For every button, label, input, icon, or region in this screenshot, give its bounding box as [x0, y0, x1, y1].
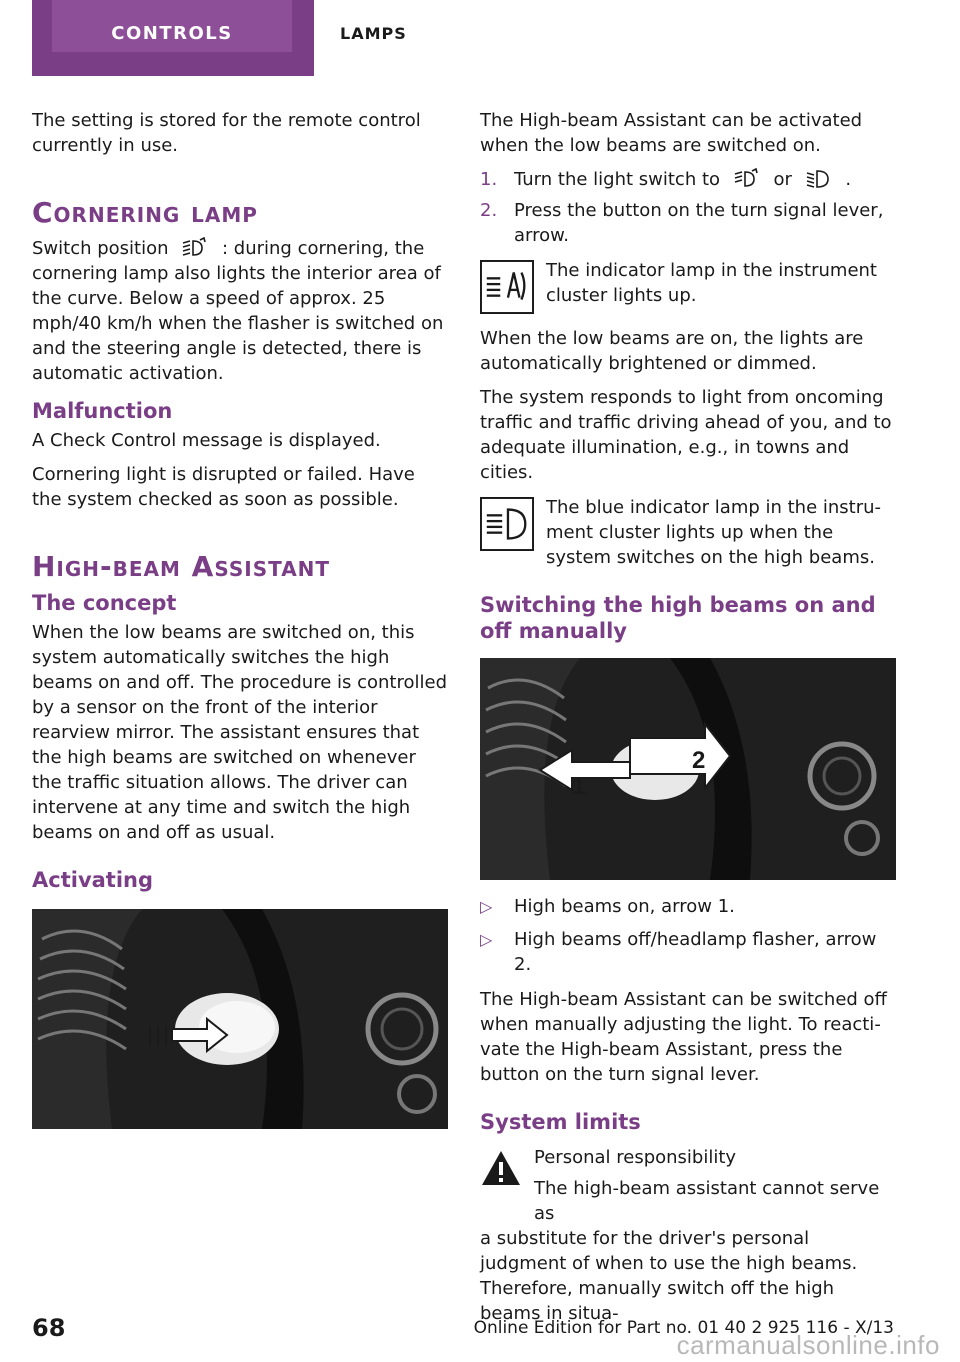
left-column [32, 108, 448, 1129]
list-item [480, 894, 896, 919]
step-text-after: . [845, 169, 852, 190]
cornering-paragraph [32, 236, 448, 386]
high-beam-icon [480, 497, 534, 551]
step-number: 2. [480, 200, 498, 221]
system-limits-heading: System limits [480, 1110, 641, 1134]
high-beam-assistant-heading: High-beam Assistant [32, 550, 331, 583]
photo-arrow-label-1: 1 [572, 773, 586, 800]
step-number: 1. [480, 169, 498, 190]
photo-arrow-label-2: 2 [692, 747, 706, 774]
watermark: carmanualsonline.info [676, 1330, 940, 1360]
warning-text-first-line: The high-beam assistant cannot serve as [534, 1178, 880, 1224]
section-tab [32, 0, 314, 76]
blue-indicator-note-text: The blue indicator lamp in the instrument cluster lights up when the system switches on the high beams. [546, 497, 882, 568]
activation-steps [480, 167, 896, 248]
step-item [480, 198, 896, 248]
concept-paragraph: When the low beams are switched on, this system automatically switches the high beams on and off. The procedure is controlled by a sensor on the front of the interior rearview mirror. The assistant ensures that the high beams are switched on whenever the traffic situation allows. The driver can intervene at any time and switch the high beams on and off as usual. [32, 622, 447, 843]
indicator-note-text: The indicator lamp in the instrument cluster lights up. [546, 260, 877, 306]
manual-switching-heading: Switching the high beams on and off manually [480, 593, 876, 643]
activating-heading: Activating [32, 868, 154, 892]
responds-paragraph: The system responds to light from oncoming traffic and traffic driving ahead of you, and to adequate illumination, e.g., in towns and cities. [480, 387, 892, 483]
indicator-note [480, 258, 896, 314]
cornering-lamp-heading: Cornering lamp [32, 196, 258, 229]
warning-triangle-icon [480, 1149, 522, 1187]
section-tab-label: CONTROLS [52, 0, 292, 52]
cornering-text-before: Switch position [32, 238, 169, 259]
high-beam-assist-icon [480, 260, 534, 314]
page-number: 68 [32, 1314, 66, 1342]
step-text-before: Turn the light switch to [514, 169, 721, 190]
step-item [480, 167, 896, 192]
manual-bullets [480, 894, 896, 977]
activate-intro-paragraph: The High-beam Assistant can be activated when the low beams are switched on. [480, 110, 863, 156]
triangle-bullet-icon: ▷ [480, 930, 493, 949]
cornering-text-after: : during cornering, the cornering lamp also lights the interior area of the curve. Below a speed of approx. 25 mph/40 km/h when the flasher is switched on and the steering angle is detected, there is automatic activation. [32, 238, 444, 384]
auto-paragraph: When the low beams are on, the lights are automatically brightened or dimmed. [480, 328, 864, 374]
malfunction-heading: Malfunction [32, 399, 173, 423]
blue-indicator-note [480, 495, 896, 570]
list-item-text: High beams on, arrow 1. [514, 896, 735, 917]
warning-text-rest: a substitute for the driver's personal judgment of when to use the high beams. Therefore, manually switch off the high beams in situa- [480, 1228, 858, 1324]
list-item [480, 927, 896, 977]
manual-switching-photo [480, 658, 896, 880]
activating-photo [32, 909, 448, 1129]
switch-off-paragraph: The High-beam Assistant can be switched off when manually adjusting the light. To reactivate the High-beam Assistant, press the button on the turn signal lever. [480, 989, 887, 1085]
intro-paragraph: The setting is stored for the remote control currently in use. [32, 110, 421, 156]
edition-line: Online Edition for Part no. 01 40 2 925 116 - X/13 [473, 1318, 894, 1338]
triangle-bullet-icon: ▷ [480, 897, 493, 916]
malfunction-paragraph-1: A Check Control message is displayed. [32, 430, 381, 451]
right-column [480, 108, 896, 1335]
cornering-lamp-icon [180, 237, 210, 257]
warning-title: Personal responsibility [534, 1147, 737, 1168]
step-text-mid: or [773, 169, 792, 190]
concept-heading: The concept [32, 591, 177, 615]
malfunction-paragraph-2: Cornering light is disrupted or failed. Have the system checked as soon as possible. [32, 464, 415, 510]
list-item-text: High beams off/headlamp flasher, arrow 2. [514, 929, 877, 975]
step-text: Press the button on the turn signal lever, arrow. [514, 200, 884, 246]
parking-lamp-icon [732, 168, 762, 188]
chapter-tab-label: LAMPS [340, 24, 407, 43]
warning-note [480, 1145, 896, 1226]
low-beam-icon [804, 168, 834, 188]
